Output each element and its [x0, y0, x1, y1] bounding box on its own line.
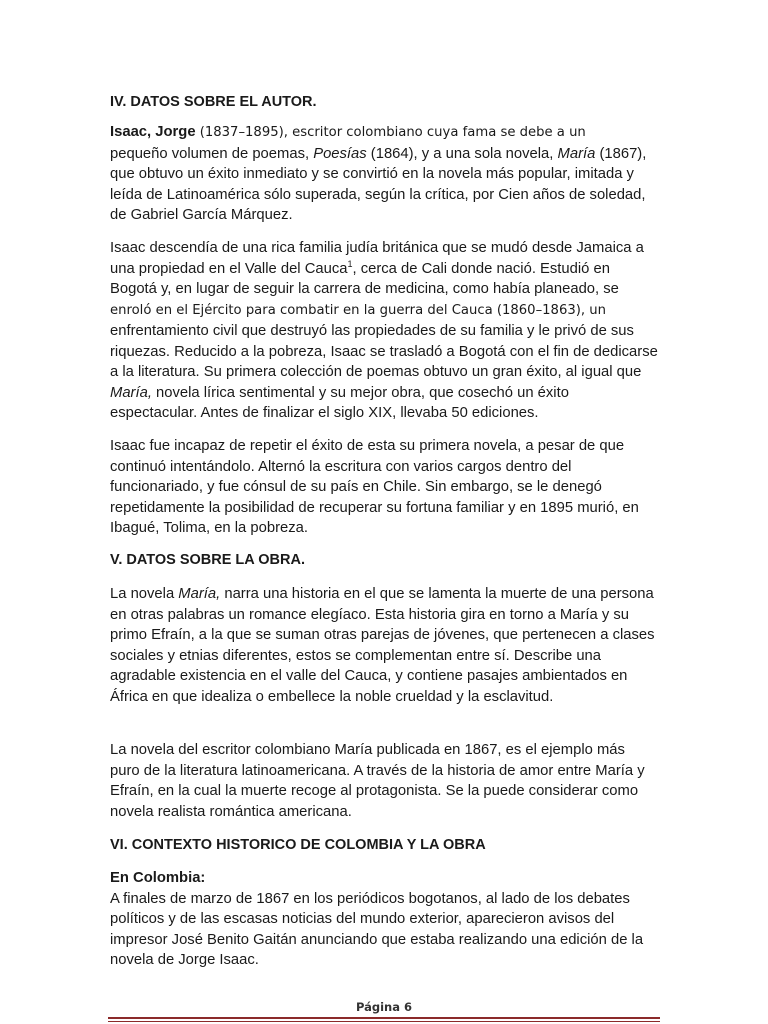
paragraph-author-biography — [110, 238, 658, 424]
paragraph-work-summary — [110, 584, 658, 707]
paragraph-work-assessment: La novela del escritor colombiano María publicada en 1867, es el ejemplo más puro de la literatura latinoamericana. A través de la historia de amor entre María y Efraín, en la cual la muerte recoge al protagonista. Se la puede considerar como novela realista romántica americana. — [110, 742, 645, 820]
text-run: narra una historia en el que se lamenta la muerte de una persona en otras palabras un romance elegíaco. Esta historia gira en torno a María y su primo Efraín, a la que se suman otras parejas de jóvenes, que pertenecen a clases sociales y etnias diferentes, estos se complementan entre sí. Describe una agradable existencia en el valle del Cauca, y contiene pasajes ambientados en África en que idealiza o embellece la noble crueldad y la esclavitud. — [110, 586, 655, 705]
footer-divider — [108, 1017, 660, 1019]
title-maria: María, — [178, 586, 221, 602]
text-run: enroló en el Ejército para combatir en la guerra del Cauca (1860–1863), un — [110, 302, 606, 318]
section-heading-obra: V. DATOS SOBRE LA OBRA. — [110, 552, 305, 568]
paragraph-author-later-life: Isaac fue incapaz de repetir el éxito de esta su primera novela, a pesar de que continuó intentándolo. Alternó la escritura con varios cargos dentro del funcionariado, y fue cónsul de su país en Chile. Sin embargo, se le denegó repetidamente la posibilidad de recuperar su fortuna familiar y en 1895 murió, en Ibagué, Tolima, en la pobreza. — [110, 438, 639, 536]
text-run: A finales de marzo de 1867 en los periódicos bogotanos, al lado de los debates políticos y de las escasas noticias del mundo exterior, aparecieron avisos del impresor José Benito Gaitán anunciando que estaba realizando una edición de la novela de Jorge Isaac. — [110, 890, 644, 968]
title-poesias: Poesías — [313, 145, 367, 162]
text-run: enfrentamiento civil que destruyó las propiedades de su familia y le privó de sus riquezas. Reducido a la pobreza, Isaac se trasladó a Bogotá con el fin de dedicarse a la literatura. Su primera colección de poemas obtuvo un gran éxito, al igual que — [110, 323, 658, 380]
section-heading-contexto: VI. CONTEXTO HISTORICO DE COLOMBIA Y LA OBRA — [110, 837, 486, 853]
footnote-marker[interactable]: 1 — [347, 258, 353, 269]
paragraph-colombia-context — [110, 868, 658, 971]
section-heading-autor: IV. DATOS SOBRE EL AUTOR. — [110, 94, 317, 110]
author-name: Isaac, Jorge — [110, 124, 196, 140]
text-run: (1867), que obtuvo un éxito inmediato y se convirtió en la novela más popular, imitada y leída de Latinoamérica sólo superada, según la crítica, por Cien años de soledad, de Gabriel García Márquez. — [110, 145, 647, 223]
author-dates: (1837–1895), escritor colombiano cuya fama se debe a un — [195, 125, 586, 140]
title-maria: María — [557, 145, 596, 162]
subheading-colombia: En Colombia: — [110, 870, 206, 886]
paragraph-author-intro — [110, 122, 658, 226]
text-run: , cerca de Cali donde nació. Estudió en Bogotá y, en lugar de seguir la carrera de medicina, como había planeado, se — [110, 260, 619, 297]
text-run: novela lírica sentimental y su mejor obra, que cosechó un éxito espectacular. Antes de finalizar el siglo XIX, llevaba 50 ediciones. — [110, 384, 569, 421]
title-maria: María, — [110, 384, 152, 401]
page-number: Página 6 — [355, 1000, 412, 1014]
footer-divider — [108, 1021, 660, 1022]
text-run: (1864), y a una sola novela, — [366, 145, 558, 162]
text-run: Isaac descendía de una rica familia judía británica que se mudó desde Jamaica a una propiedad en el Valle del Cauca — [110, 240, 644, 277]
text-run: pequeño volumen de poemas, — [110, 145, 314, 162]
text-run: La novela — [110, 586, 179, 602]
